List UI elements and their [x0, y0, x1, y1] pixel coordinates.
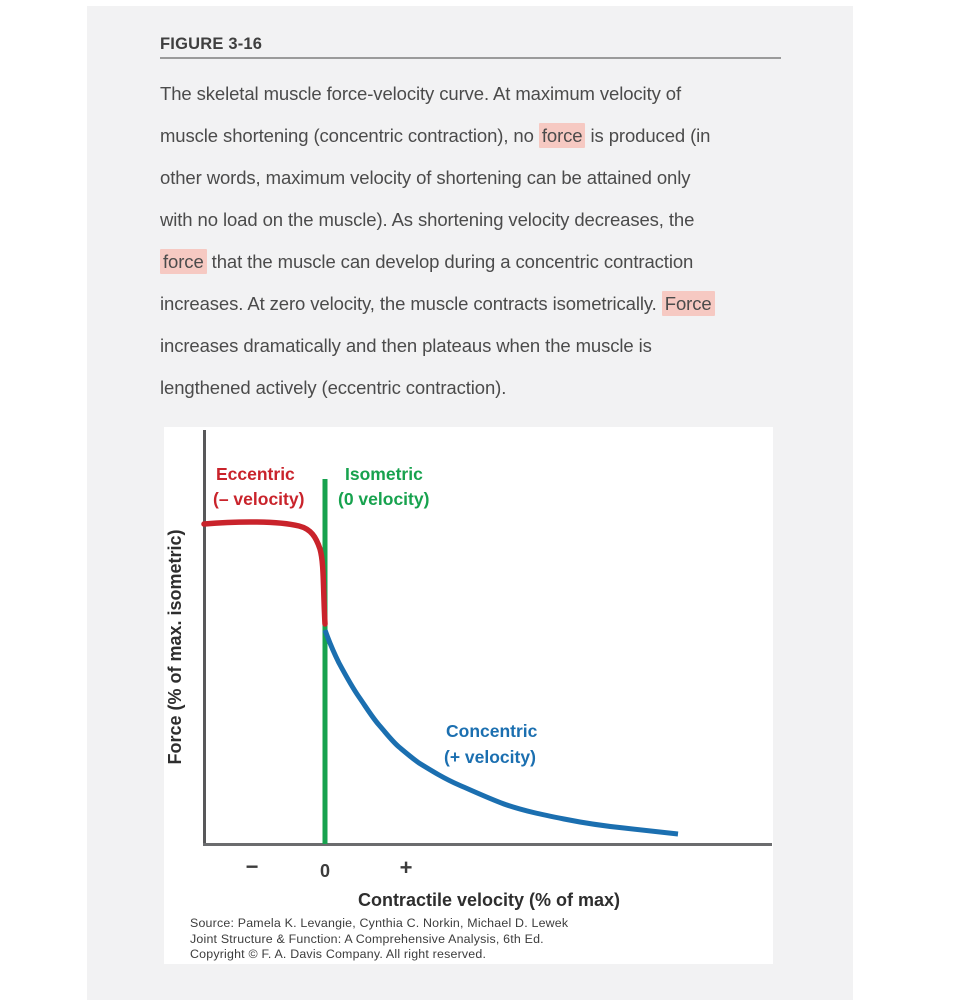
highlighted-term: force: [539, 123, 586, 148]
caption-text: other words, maximum velocity of shortening can be attained only: [160, 167, 691, 188]
figure-rule: [160, 57, 781, 59]
eccentric-label: Eccentric: [216, 464, 295, 484]
figure-caption: [160, 73, 800, 409]
figure-label: FIGURE 3-16: [160, 35, 263, 53]
isometric-sublabel: (0 velocity): [338, 489, 430, 509]
source-attribution: [190, 916, 765, 963]
force-velocity-chart: [164, 427, 773, 964]
caption-line: [160, 199, 800, 241]
x-tick-positive: +: [399, 855, 413, 880]
y-axis-title: Force (% of max. isometric): [165, 529, 185, 765]
force-velocity-figure: [164, 427, 773, 964]
caption-line: [160, 157, 800, 199]
caption-text: is produced (in: [585, 125, 711, 146]
x-axis-title: Contractile velocity (% of max): [357, 890, 621, 910]
source-line: Copyright © F. A. Davis Company. All right reserved.: [190, 947, 487, 961]
concentric-sublabel: (+ velocity): [444, 747, 536, 767]
source-line: Joint Structure & Function: A Comprehensive Analysis, 6th Ed.: [190, 931, 544, 946]
highlighted-term: Force: [662, 291, 715, 316]
x-tick-negative: −: [245, 854, 259, 879]
caption-text: muscle shortening (concentric contraction), no: [160, 125, 539, 146]
caption-text: that the muscle can develop during a concentric contraction: [206, 251, 694, 272]
caption-line: [160, 73, 800, 115]
caption-line: [160, 367, 800, 409]
caption-line: [160, 325, 800, 367]
eccentric-sublabel: (– velocity): [213, 489, 305, 509]
eccentric-curve: [204, 522, 325, 624]
caption-line: [160, 283, 800, 325]
caption-text: The skeletal muscle force-velocity curve. At maximum velocity of: [160, 83, 682, 104]
caption-text: with no load on the muscle). As shortening velocity decreases, the: [160, 209, 695, 230]
caption-text: increases dramatically and then plateaus when the muscle is: [160, 335, 652, 356]
caption-text: lengthened actively (eccentric contraction).: [160, 377, 507, 398]
isometric-label: Isometric: [345, 464, 423, 484]
x-tick-zero: 0: [319, 861, 331, 881]
caption-line: [160, 115, 800, 157]
highlighted-term: force: [160, 249, 207, 274]
caption-line: [160, 241, 800, 283]
content-page: [87, 6, 853, 1000]
source-line: Source: Pamela K. Levangie, Cynthia C. Norkin, Michael D. Lewek: [190, 916, 569, 930]
concentric-label: Concentric: [446, 721, 538, 741]
caption-text: increases. At zero velocity, the muscle contracts isometrically.: [160, 293, 662, 314]
